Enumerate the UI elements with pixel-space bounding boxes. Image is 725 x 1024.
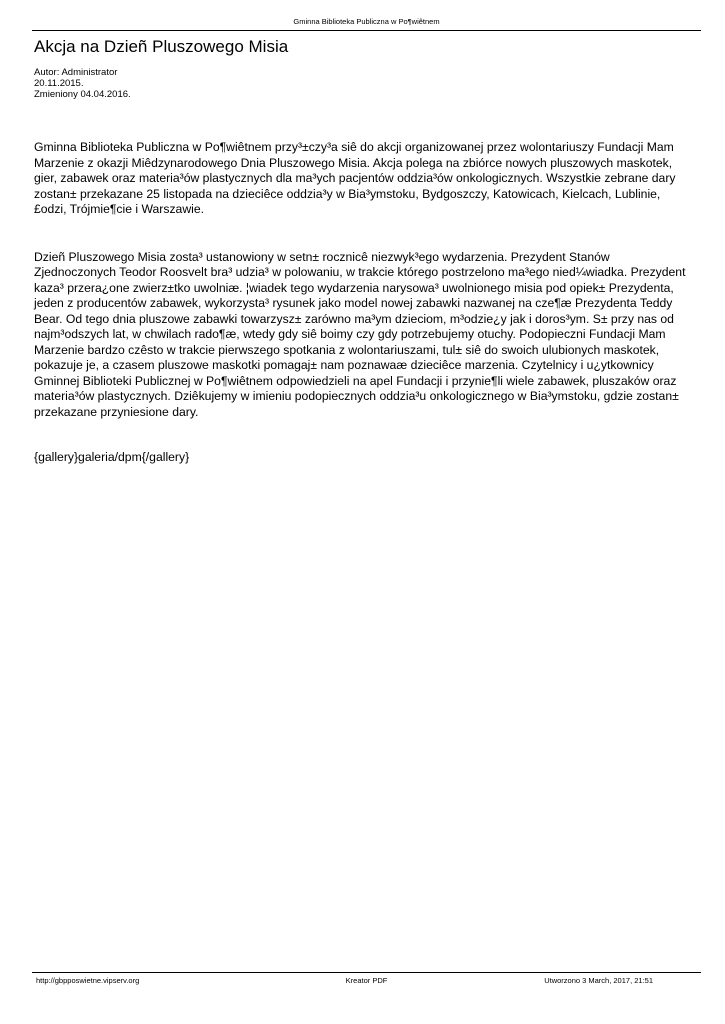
gallery-tag: {gallery}galeria/dpm{/gallery}: [34, 450, 190, 464]
footer-url: http://gbpposwietne.vipserv.org: [36, 976, 140, 985]
page-header: [32, 16, 701, 31]
article-paragraph-1: Gminna Biblioteka Publiczna w Po¶wiêtnem przy³±czy³a siê do akcji organizowanej przez wolontariuszy Fundacji Mam Marzenie z okazji Miêdzynarodowego Dnia Pluszowego Misia. Akcja polega na zbiórce nowych pluszowych maskotek, gier, zabawek oraz materia³ów plastycznych dla ma³ych pacjentów oddzia³ów onkologicznych. Wszystkie zebrane dary zostan± przekazane 25 listopada na dzieciêce oddzia³y w Bia³ymstoku, Bydgoszczy, Katowicach, Kielcach, Lublinie, £odzi, Trójmie¶cie i Warszawie.: [34, 140, 676, 216]
article: [34, 36, 695, 466]
footer-generator: Kreator PDF: [345, 976, 388, 985]
page-footer: [32, 972, 701, 987]
created-date: 20.11.2015.: [34, 78, 84, 89]
article-paragraph-2: Dzieñ Pluszowego Misia zosta³ ustanowiony w setn± rocznicê niezwyk³ego wydarzenia. Prezydent Stanów Zjednoczonych Teodor Roosvelt bra³ udzia³ w polowaniu, w trakcie którego postrzelono ma³ego nied¼wiadka. Prezydent kaza³ przera¿one zwierz±tko uwolniæ. ¦wiadek tego wydarzenia narysowa³ uwolnionego misia pod opiek± Prezydenta, jeden z producentów zabawek, wykorzysta³ rysunek jako model nowej zabawki nazwanej na cze¶æ Prezydenta Teddy Bear. Od tego dnia pluszowe zabawki towarzysz± zarówno ma³ym dzieciom, m³odzie¿y jak i doros³ym. S± przy nas od najm³odszych lat, w chwilach rado¶æ, wtedy gdy siê boimy czy gdy potrzebujemy otuchy. Podopieczni Fundacji Mam Marzenie bardzo czêsto w trakcie pierwszego spotkania z wolontariuszami, tul± siê do swoich ulubionych maskotek, pokazuje je, a czasem pluszowe maskotki pomagaj± nam poznawaæ dzieciêce marzenia. Czytelnicy i u¿ytkownicy Gminnej Biblioteki Publicznej w Po¶wiêtnem odpowiedzieli na apel Fundacji i przynie¶li wiele zabawek, pluszaków oraz materia³ów plastycznych. Dziêkujemy w imieniu podopiecznych oddzia³u onkologicznego w Bia³ymstoku, gdzie zostan± przekazane przyniesione dary.: [34, 249, 686, 419]
article-title: Akcja na Dzieñ Pluszowego Misia: [34, 37, 289, 56]
header-site-name: Gminna Biblioteka Publiczna w Po¶wiêtnem: [293, 17, 440, 26]
modified-line: Zmieniony 04.04.2016.: [34, 89, 131, 100]
author-line: Autor: Administrator: [34, 67, 118, 78]
article-meta: [34, 67, 695, 100]
footer-created: Utworzono 3 March, 2017, 21:51: [544, 976, 653, 985]
